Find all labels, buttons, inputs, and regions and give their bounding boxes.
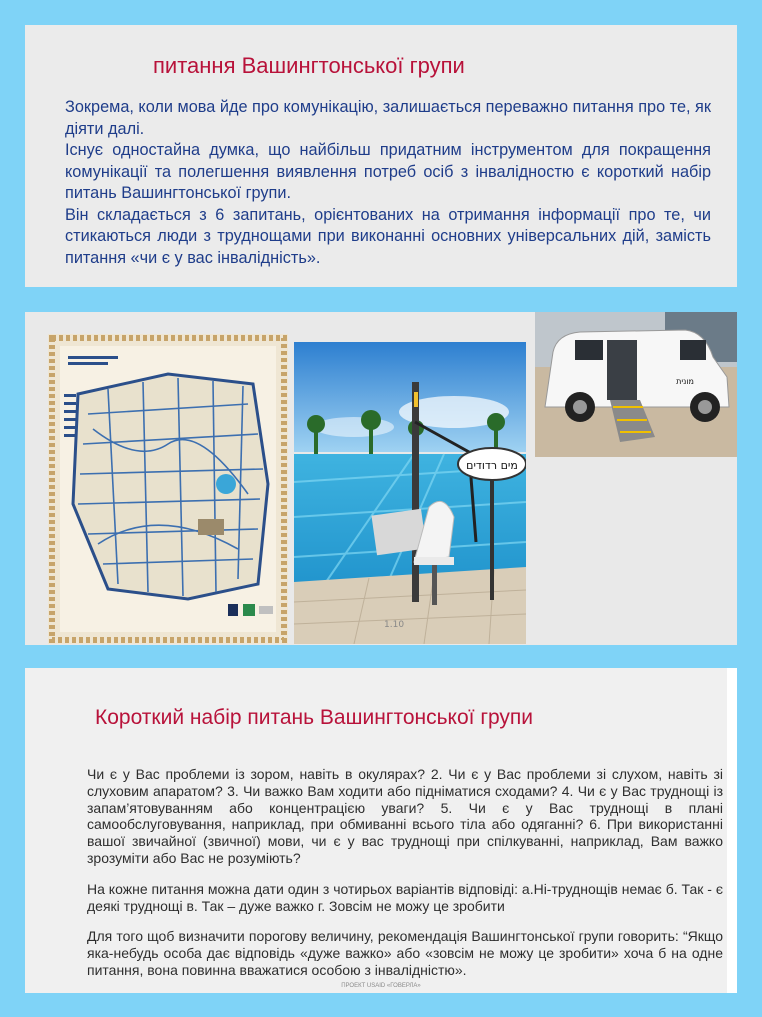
slide1-paragraph: Він складається з 6 запитань, орієнтованих на отримання інформації про те, чи стикаються люди з труднощами при виконанні основних універсальних дій, замість питання «чи є у вас інвалідність».: [65, 205, 711, 267]
slide-photos: [25, 312, 737, 645]
slide3-paragraph: На кожне питання можна дати один з чотирьох варіантів відповіді: а.Ні-труднощів немає б. Так - є деякі труднощі в. Так – дуже важко г. Зовсім не можу це зробити: [87, 880, 723, 914]
slide1-body: [65, 97, 711, 269]
svg-text:1.10: 1.10: [384, 620, 405, 630]
slide3-paragraph: Чи є у Вас проблеми із зором, навіть в окулярах? 2. Чи є у Вас проблеми зі слухом, навіть зі слуховим апаратом? 3. Чи важко Вам ходити або підніматися сходами? 4. Чи є у Вас труднощі із запам’ятовуванням або концентрацією уваги? 5. Чи є у Вас труднощі в плані самообслуговування, наприклад, при обмиванні всього тіла або одяганні? 6. При використанні вашої звичайної (звичної) мови, чи є у вас труднощі при спілкуванні, наприклад, Вам важко зрозуміти або Вас не розуміють?: [87, 766, 723, 866]
slide3-body: [87, 766, 723, 993]
accessible-taxi-photo: [535, 312, 737, 457]
slide-edge: [727, 668, 737, 993]
pool-sign-text: מים רדודים: [466, 459, 518, 472]
pool-lift-photo: [294, 342, 526, 644]
accessible-map-photo: [48, 334, 288, 644]
slide1-paragraph: Зокрема, коли мова йде про комунікацію, залишається переважно питання про те, як діяти далі.: [65, 98, 711, 138]
slide1-title: питання Вашингтонської групи: [153, 53, 465, 78]
slide3-paragraph: Для того щоб визначити порогову величину, рекомендація Вашингтонської групи говорить: “Якщо яка-небудь особа дає відповідь «дуже важко» або «зовсім не можу це зробити» хоча б на одне питання, вона повинна вважатися особою з інвалідністю».: [87, 928, 723, 978]
taxi-label-text: מונית: [676, 377, 694, 386]
slide3-title: Короткий набір питань Вашингтонської групи: [95, 706, 534, 729]
slide1-paragraph: Існує одностайна думка, що найбільш придатним інструментом для покращення комунікації та полегшення виявлення потреб осіб з інвалідностю є короткий набір питань Вашингтонської групи.: [65, 141, 711, 202]
slide3-footer: ПРОЕКТ USAID «ГОВЕРЛА»: [341, 983, 421, 989]
slide-intro: [25, 25, 737, 287]
slide-questions: [25, 668, 737, 993]
